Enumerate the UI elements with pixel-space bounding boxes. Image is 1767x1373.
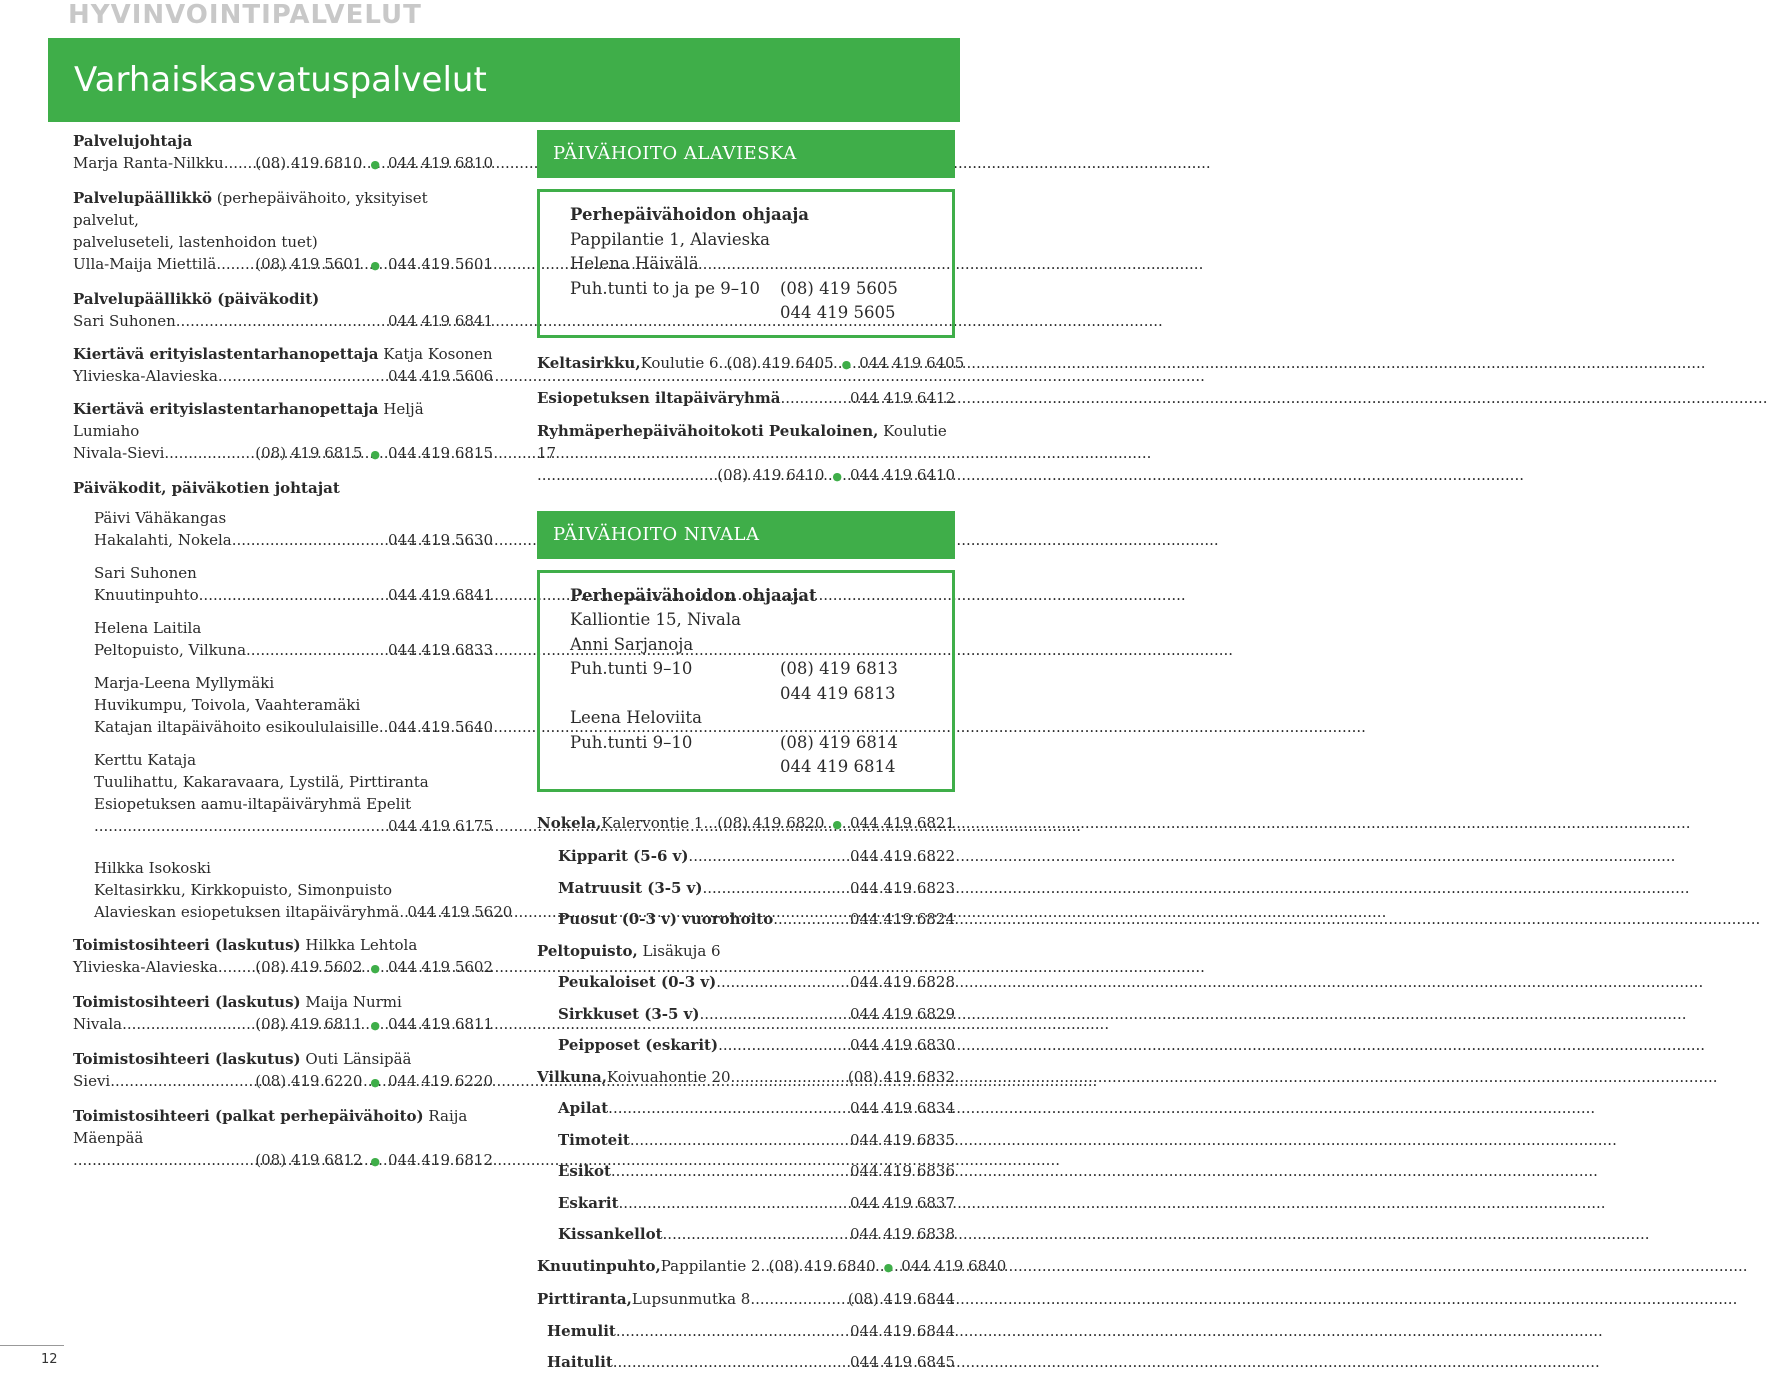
contact-name: Marja Ranta-Nilkku (73, 154, 224, 172)
knuutinpuhto-line (537, 1255, 1007, 1279)
johtaja-place: Hakalahti, Nokela (94, 531, 232, 549)
leader-dots (613, 1351, 850, 1373)
phone-mobile: 044 419 6810 (388, 154, 493, 172)
leader-dots (199, 584, 388, 606)
group-line (537, 971, 955, 993)
unit-address: Kalervontie 1 (601, 813, 704, 832)
group-name: Hemulit (547, 1321, 616, 1340)
johtaja-name: Sari Suhonen (94, 564, 197, 582)
bullet-icon: ● (370, 158, 381, 171)
leader-dots (750, 1288, 848, 1310)
box-name: Helena Häivälä (570, 254, 699, 273)
unit-name: Esiopetuksen iltapäiväryhmä (537, 388, 781, 407)
leader-dots (630, 1129, 850, 1151)
phone-mobile: 044 419 6835 (850, 1130, 955, 1149)
ryhma-entry (537, 420, 955, 488)
leader-dots (731, 1066, 848, 1088)
group-line (537, 1097, 955, 1119)
palvelupaallikko-paivakodit-entry (73, 288, 493, 332)
johtaja-place: Knuutinpuhto (94, 586, 199, 604)
contact-area: Sievi (73, 1072, 111, 1090)
contact-name: Ulla-Maija Miettilä (73, 255, 217, 273)
unit-address: Pappilantie 2 (660, 1256, 761, 1275)
contact-line (94, 639, 493, 661)
entry-title: Toimistosihteeri (palkat perhepäivähoito) (73, 1107, 424, 1125)
phone-mobile: 044 419 6844 (850, 1321, 955, 1340)
pirttiranta-line (537, 1288, 955, 1310)
group-name: Eskarit (558, 1193, 619, 1212)
phone-mobile: 044 419 6836 (850, 1162, 955, 1180)
leader-dots (379, 716, 388, 738)
phone-mobile: 044 419 6813 (780, 683, 896, 703)
entry-title-line (73, 1048, 493, 1070)
box-spacer (570, 755, 780, 780)
phone-mobile: 044 419 6845 (850, 1353, 955, 1371)
leader-dots (761, 1255, 769, 1277)
phone-mobile: 044 419 6838 (850, 1225, 955, 1243)
box-phone-line (570, 301, 936, 326)
leader-dots (616, 1320, 850, 1342)
leader-dots (619, 1192, 850, 1214)
box-title: Perhepäivähoidon ohjaaja (570, 205, 809, 224)
box-hours-line (570, 731, 936, 756)
group-name: Sirkkuset (3-5 v) (558, 1004, 700, 1023)
entry-title-line (73, 398, 493, 442)
contact-line (94, 584, 493, 606)
phone-mobile: 044 419 6220 (388, 1072, 493, 1090)
nokela-line (537, 812, 955, 836)
entry-title: Toimistosihteeri (laskutus) (73, 993, 301, 1011)
johtaja-extra: Katajan iltapäivähoito esikoululaisille (94, 718, 379, 736)
contact-line (73, 253, 493, 277)
bullet-icon: ● (370, 448, 381, 461)
phone-landline: (08) 419 6812 (255, 1151, 363, 1169)
box-address: Pappilantie 1, Alavieska (570, 229, 770, 249)
box-name: Leena Heloviita (570, 708, 702, 727)
entry-title-line (73, 934, 493, 956)
phone-mobile: 044 419 6824 (850, 910, 955, 928)
entry-title: Palvelujohtaja (73, 132, 193, 150)
contact-area: Nivala-Sievi (73, 444, 165, 462)
phone-mobile: 044 419 6405 (859, 353, 965, 372)
box-hours-line (570, 277, 936, 302)
contact-line (73, 310, 493, 332)
group-name: Apilat (558, 1099, 609, 1117)
kiertava-1-entry (73, 343, 493, 387)
johtaja-item (94, 507, 493, 551)
bullet-icon: ● (832, 469, 843, 483)
bullet-icon: ● (370, 259, 381, 272)
right-column (537, 130, 1007, 1373)
johtaja-place: Keltasirkku, Kirkkopuisto, Simonpuisto (94, 881, 393, 899)
phone-mobile: 044 419 6828 (850, 973, 955, 991)
box-hours-line (570, 657, 936, 682)
title-banner (48, 38, 960, 122)
contact-name: Heljä Lumiaho (73, 400, 424, 440)
phone-mobile: 044 419 6837 (850, 1193, 955, 1212)
unit-name: Knuutinpuhto, (537, 1256, 661, 1275)
johtaja-name: Marja-Leena Myllymäki (94, 674, 275, 692)
contact-line (73, 956, 493, 980)
group-line (537, 908, 955, 930)
group-line (537, 1192, 955, 1214)
left-column (73, 130, 513, 1184)
entry-title: Palvelupäällikkö (päiväkodit) (73, 290, 320, 308)
bullet-icon: ● (370, 1019, 381, 1032)
box-address: Kalliontie 15, Nivala (570, 610, 741, 629)
leader-dots (703, 877, 851, 899)
phone-mobile: 044 419 6840 (901, 1256, 1007, 1275)
bullet-icon: ● (832, 817, 843, 831)
group-name: Kissankellot (558, 1225, 663, 1243)
group-line (537, 877, 955, 899)
unit-name: Peltopuisto, (537, 941, 638, 960)
entry-title-line (73, 1105, 493, 1149)
group-line (537, 1129, 955, 1151)
leader-dots (688, 845, 850, 867)
group-line (537, 1320, 955, 1342)
unit-address: Koulutie 6 (640, 353, 719, 372)
group-line (537, 845, 955, 867)
toimisto-entry (73, 934, 493, 980)
group-name: Esikot (558, 1162, 611, 1180)
contact-area: Ylivieska-Alavieska (73, 367, 218, 385)
page-title: Varhaiskasvatuspalvelut (74, 60, 487, 100)
leader-dots (218, 365, 388, 387)
phone-mobile: 044 419 6812 (388, 1151, 493, 1169)
phone-landline: (08) 419 6813 (780, 659, 898, 678)
entry-title: Palvelupäällikkö (73, 189, 212, 207)
phone-landline: (08) 419 6220 (255, 1072, 363, 1090)
alavieska-ohjaaja-box (537, 189, 955, 338)
phone-mobile: 044 419 6412 (850, 388, 955, 407)
phone-mobile: 044 419 5602 (388, 958, 493, 976)
box-phone-line (570, 682, 936, 707)
unit-address: Lisäkuja 6 (637, 941, 721, 960)
phone-mobile: 044 419 6841 (388, 586, 493, 604)
phone-mobile: 044 419 6822 (850, 847, 955, 865)
phone-mobile: 044 419 6823 (850, 878, 955, 897)
leader-dots (773, 908, 850, 930)
alavieska-heading: PÄIVÄHOITO ALAVIESKA (537, 130, 955, 178)
phone-mobile: 044 419 5640 (388, 718, 493, 736)
leader-dots (122, 1013, 255, 1035)
phone-mobile: 044 419 5601 (388, 255, 493, 273)
phone-mobile: 044 419 5606 (388, 367, 493, 385)
kiertava-2-entry (73, 398, 493, 466)
johtaja-extra: Alavieskan esiopetuksen iltapäiväryhmä (94, 903, 400, 921)
group-line (537, 1003, 955, 1025)
entry-desc-2: palveluseteli, lastenhoidon tuet) (73, 233, 318, 251)
phone-mobile: 044 419 6834 (850, 1099, 955, 1117)
phone-mobile: 044 419 6814 (780, 757, 896, 776)
leader-dots (537, 464, 717, 486)
group-name: Peipposet (eskarit) (558, 1036, 719, 1054)
contact-line (94, 716, 493, 738)
group-name: Puosut (0-3 v) vuorohoito (558, 910, 774, 928)
contact-line (73, 442, 493, 466)
footer-rule (0, 1345, 64, 1346)
group-name: Matruusit (3-5 v) (558, 878, 703, 897)
leader-dots (224, 152, 256, 174)
leader-dots (608, 1097, 850, 1119)
phone-landline: (08) 419 6811 (255, 1015, 363, 1033)
leader-dots (94, 815, 388, 837)
nivala-ohjaajat-box (537, 570, 955, 792)
unit-name: Keltasirkku, (537, 353, 641, 372)
contact-line (94, 815, 493, 837)
leader-dots (232, 529, 388, 551)
unit-address: Lupsunmutka 8 (631, 1290, 751, 1308)
palvelupaallikko-entry (73, 187, 493, 277)
group-name: Timoteit (558, 1130, 630, 1149)
palvelujohtaja-entry (73, 130, 493, 176)
entry-title-line (73, 991, 493, 1013)
box-spacer (570, 301, 780, 326)
leader-dots (780, 387, 850, 409)
johtaja-name: Helena Laitila (94, 619, 202, 637)
phone-mobile: 044 419 6815 (388, 444, 493, 462)
johtaja-item (94, 857, 513, 923)
entry-title-line (73, 343, 493, 365)
unit-name: Nokela, (537, 813, 602, 832)
toimisto-entry (73, 1105, 493, 1173)
contact-name: Sari Suhonen (73, 312, 176, 330)
keltasirkku-line (537, 352, 965, 376)
box-hours: Puh.tunti 9–10 (570, 732, 693, 752)
leader-dots (663, 1223, 850, 1245)
phone-mobile: 044 419 6821 (850, 813, 955, 832)
leader-dots (216, 253, 255, 275)
phone-landline: (08) 419 6815 (255, 444, 363, 462)
contact-line (94, 529, 493, 551)
contact-line (73, 152, 493, 176)
leader-dots (718, 1034, 850, 1056)
peltopuisto-line (537, 940, 955, 962)
vilkuna-line (537, 1066, 955, 1088)
box-name: Anni Sarjanoja (570, 634, 694, 654)
phone-landline: (08) 419 5601 (255, 255, 363, 273)
leader-dots (218, 956, 255, 978)
unit-name: Vilkuna, (537, 1067, 607, 1086)
phone-mobile: 044 419 6830 (850, 1036, 955, 1054)
entry-title: Kiertävä erityislastentarhanopettaja (73, 345, 379, 363)
leader-dots (719, 352, 727, 374)
leader-dots (73, 1149, 255, 1171)
phone-landline: (08) 419 5605 (780, 278, 898, 298)
johtaja-item (94, 749, 493, 837)
leader-dots (164, 442, 255, 464)
unit-name: Pirttiranta, (537, 1290, 632, 1308)
unit-name: Ryhmäperhepäivähoitokoti Peukaloinen, (537, 421, 879, 440)
leader-dots (716, 971, 850, 993)
phone-mobile: 044 419 6833 (388, 641, 493, 659)
bullet-icon: ● (883, 1260, 894, 1274)
entry-title: Kiertävä erityislastentarhanopettaja (73, 400, 379, 418)
group-name: Kipparit (5-6 v) (558, 847, 689, 865)
leader-dots (399, 901, 407, 923)
johtaja-place: Huvikumpu, Toivola, Vaahteramäki (94, 696, 361, 714)
johtaja-name: Päivi Vähäkangas (94, 509, 227, 527)
bullet-icon: ● (370, 1155, 381, 1168)
johtaja-place: Peltopuisto, Vilkuna (94, 641, 247, 659)
leader-dots (246, 639, 388, 661)
leader-dots (700, 1003, 851, 1025)
phone-landline: (08) 419 6832 (847, 1067, 955, 1086)
phone-landline: (08) 419 6814 (780, 732, 898, 752)
entry-title: Toimistosihteeri (laskutus) (73, 936, 301, 954)
johtaja-item (94, 672, 493, 738)
phone-mobile: 044 419 6410 (850, 465, 955, 484)
phone-landline: (08) 419 6810 (255, 154, 363, 172)
box-title: Perhepäivähoidon ohjaajat (570, 585, 817, 605)
paivakodit-heading: Päiväkodit, päiväkotien johtajat (73, 479, 340, 497)
contact-area: Ylivieska-Alavieska (73, 958, 218, 976)
contact-name: Raija Mäenpää (73, 1107, 468, 1147)
johtaja-extra: Esiopetuksen aamu-iltapäiväryhmä Epelit (94, 795, 412, 813)
group-line (537, 1351, 955, 1373)
group-name: Peukaloiset (0-3 v) (558, 973, 717, 991)
johtajat-list (73, 507, 513, 923)
phone-landline: (08) 419 5602 (255, 958, 363, 976)
page-number: 12 (41, 1352, 58, 1367)
johtaja-name: Hilkka Isokoski (94, 859, 211, 877)
phone-mobile: 044 419 5620 (407, 903, 513, 921)
section-label: HYVINVOINTIPALVELUT (68, 0, 422, 30)
johtaja-item (94, 562, 493, 606)
phone-mobile: 044 419 6841 (388, 312, 493, 330)
bullet-icon: ● (370, 962, 381, 975)
contact-line (73, 1149, 493, 1173)
phone-mobile: 044 419 5605 (780, 303, 896, 322)
bullet-icon: ● (841, 357, 852, 371)
phone-landline: (08) 419 6840 (768, 1256, 876, 1275)
contact-line (73, 1013, 493, 1037)
entry-title: Toimistosihteeri (laskutus) (73, 1050, 301, 1068)
leader-dots (703, 812, 717, 834)
johtaja-item (94, 617, 493, 661)
contact-line (73, 1070, 493, 1094)
ryhma-title-line (537, 420, 955, 464)
unit-address: Koulutie 17 (537, 421, 947, 462)
bullet-icon: ● (370, 1076, 381, 1089)
unit-address: Koivuahontie 20 (606, 1067, 731, 1086)
phone-mobile: 044 419 6829 (850, 1004, 955, 1023)
entry-title-line (73, 187, 493, 231)
group-line (537, 1160, 955, 1182)
leader-dots (110, 1070, 255, 1092)
leader-dots (176, 310, 388, 332)
entry-desc: (perhepäivähoito, yksityiset palvelut, (73, 189, 428, 229)
group-line (537, 1223, 955, 1245)
phone-landline: (08) 419 6405 (726, 353, 834, 372)
phone-mobile: 044 419 6175 (388, 817, 493, 835)
phone-landline: (08) 419 6844 (847, 1290, 955, 1308)
contact-line (537, 464, 955, 488)
contact-line (94, 901, 513, 923)
johtaja-name: Kerttu Kataja (94, 751, 197, 769)
phone-mobile: 044 419 5630 (388, 531, 493, 549)
contact-name: Maija Nurmi (300, 993, 402, 1011)
phone-landline: (08) 419 6410 (717, 465, 825, 484)
contact-line (73, 365, 493, 387)
toimisto-entry (73, 1048, 493, 1094)
box-spacer (570, 682, 780, 707)
johtaja-place: Tuulihattu, Kakaravaara, Lystilä, Pirttiranta (94, 773, 429, 791)
leader-dots (611, 1160, 850, 1182)
phone-mobile: 044 419 6811 (388, 1015, 493, 1033)
contact-name: Outi Länsipää (300, 1050, 412, 1068)
phone-landline: (08) 419 6820 (717, 813, 825, 832)
contact-name: Katja Kosonen (378, 345, 493, 363)
toimisto-entry (73, 991, 493, 1037)
group-line (537, 1034, 955, 1056)
group-name: Haitulit (547, 1353, 613, 1371)
box-hours: Puh.tunti to ja pe 9–10 (570, 278, 760, 298)
box-phone-line (570, 755, 936, 780)
box-hours: Puh.tunti 9–10 (570, 659, 693, 678)
contact-name: Hilkka Lehtola (300, 936, 418, 954)
nivala-heading: PÄIVÄHOITO NIVALA (537, 511, 955, 559)
contact-area: Nivala (73, 1015, 123, 1033)
esiopetus-line (537, 387, 955, 409)
